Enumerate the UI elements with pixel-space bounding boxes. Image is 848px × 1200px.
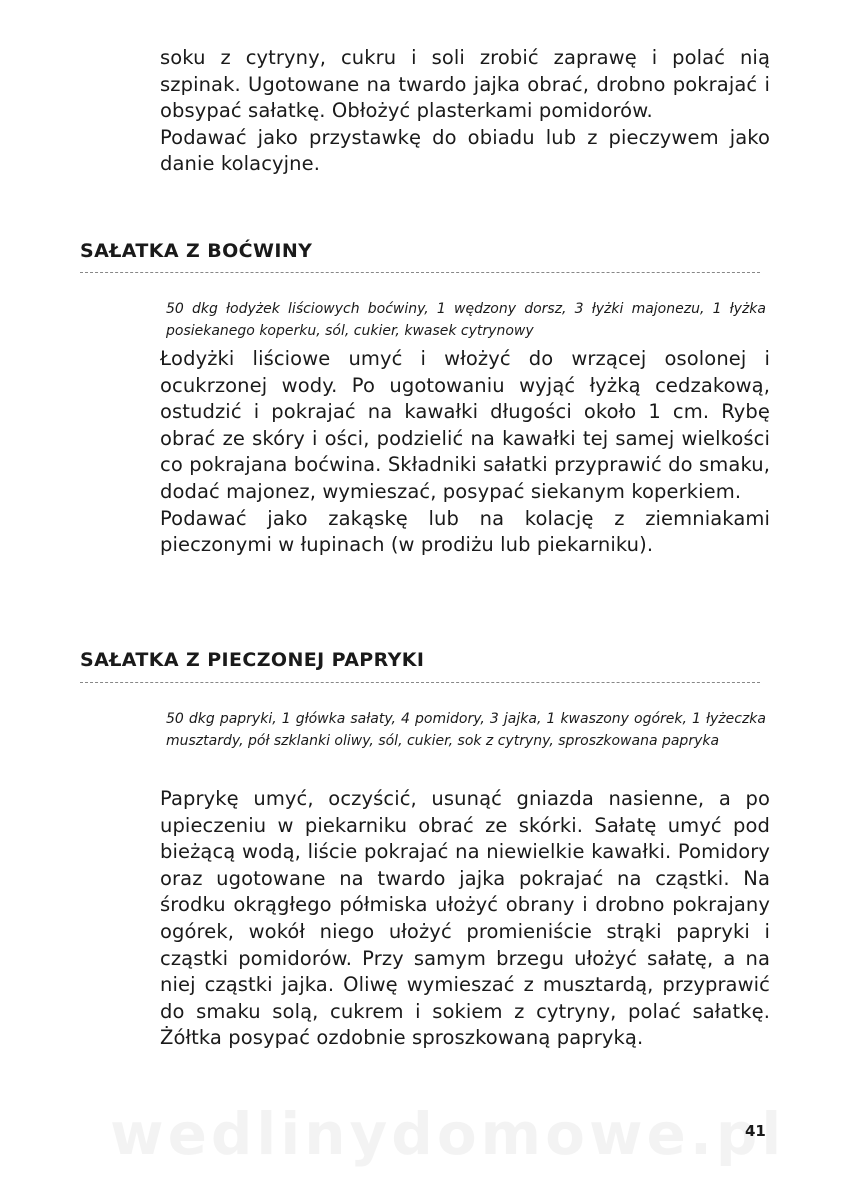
ingredients-list: 50 dkg papryki, 1 główka sałaty, 4 pomidory, 3 jajka, 1 kwaszony ogórek, 1 łyżeczka musztardy, pół szklanki oliwy, sól, cukier, sok z cytryny, sproszkowana papryka: [166, 711, 766, 749]
paragraph: Podawać jako przystawkę do obiadu lub z pieczywem jako danie kolacyjne.: [160, 125, 770, 176]
page-number: 41: [745, 1122, 766, 1140]
paragraph: Łodyżki liściowe umyć i włożyć do wrzącej osolonej i ocukrzonej wody. Po ugotowaniu wyjąć łyżką cedzakową, ostudzić i pokrajać na kawałki długości około 1 cm. Rybę obrać ze skóry i ości, podzielić na kawałki tej samej wielkości co pokrajana boćwina. Składniki sałatki przyprawić do smaku, dodać majonez, wymieszać, posypać siekanym koperkiem.: [160, 347, 770, 503]
divider: [80, 682, 760, 683]
paragraph: Paprykę umyć, oczyścić, usunąć gniazda nasienne, a po upieczeniu w piekarniku obrać ze skórki. Sałatę umyć pod bieżącą wodą, liście pokrajać na niewielkie kawałki. Pomidory oraz ugotowane na twardo jajka pokrajać na cząstki. Na środku okrągłego półmiska ułożyć obrany i drobno pokrajany ogórek, wokół niego ułożyć promieniście strąki papryki i cząstki pomidorów. Przy samym brzegu ułożyć sałatę, a na niej cząstki jajka. Oliwę wymieszać z musztardą, przyprawić do smaku solą, cukrem i sokiem z cytryny, polać sałatkę. Żółtka posypać ozdobnie sproszkowaną papryką.: [160, 787, 770, 1050]
recipe-title: SAŁATKA Z BOĆWINY: [80, 240, 313, 262]
recipe-instructions: [160, 346, 770, 559]
paragraph: soku z cytryny, cukru i soli zrobić zaprawę i polać nią szpinak. Ugotowane na twardo jajka obrać, drobno pokrajać i obsypać sałatkę. Obłożyć plasterkami pomidorów.: [160, 46, 770, 123]
paragraph: Podawać jako zakąskę lub na kolację z ziemniakami pieczonymi w łupinach (w prodiżu lub piekarniku).: [160, 506, 770, 557]
recipe-title: SAŁATKA Z PIECZONEJ PAPRYKI: [80, 649, 425, 671]
watermark: [110, 1100, 750, 1168]
ingredients-list: 50 dkg łodyżek liściowych boćwiny, 1 wędzony dorsz, 3 łyżki majonezu, 1 łyżka posiekanego koperku, sól, cukier, kwasek cytrynowy: [166, 301, 766, 339]
recipe-instructions: [160, 786, 770, 1052]
divider: [80, 272, 760, 273]
intro-text: [160, 45, 770, 178]
